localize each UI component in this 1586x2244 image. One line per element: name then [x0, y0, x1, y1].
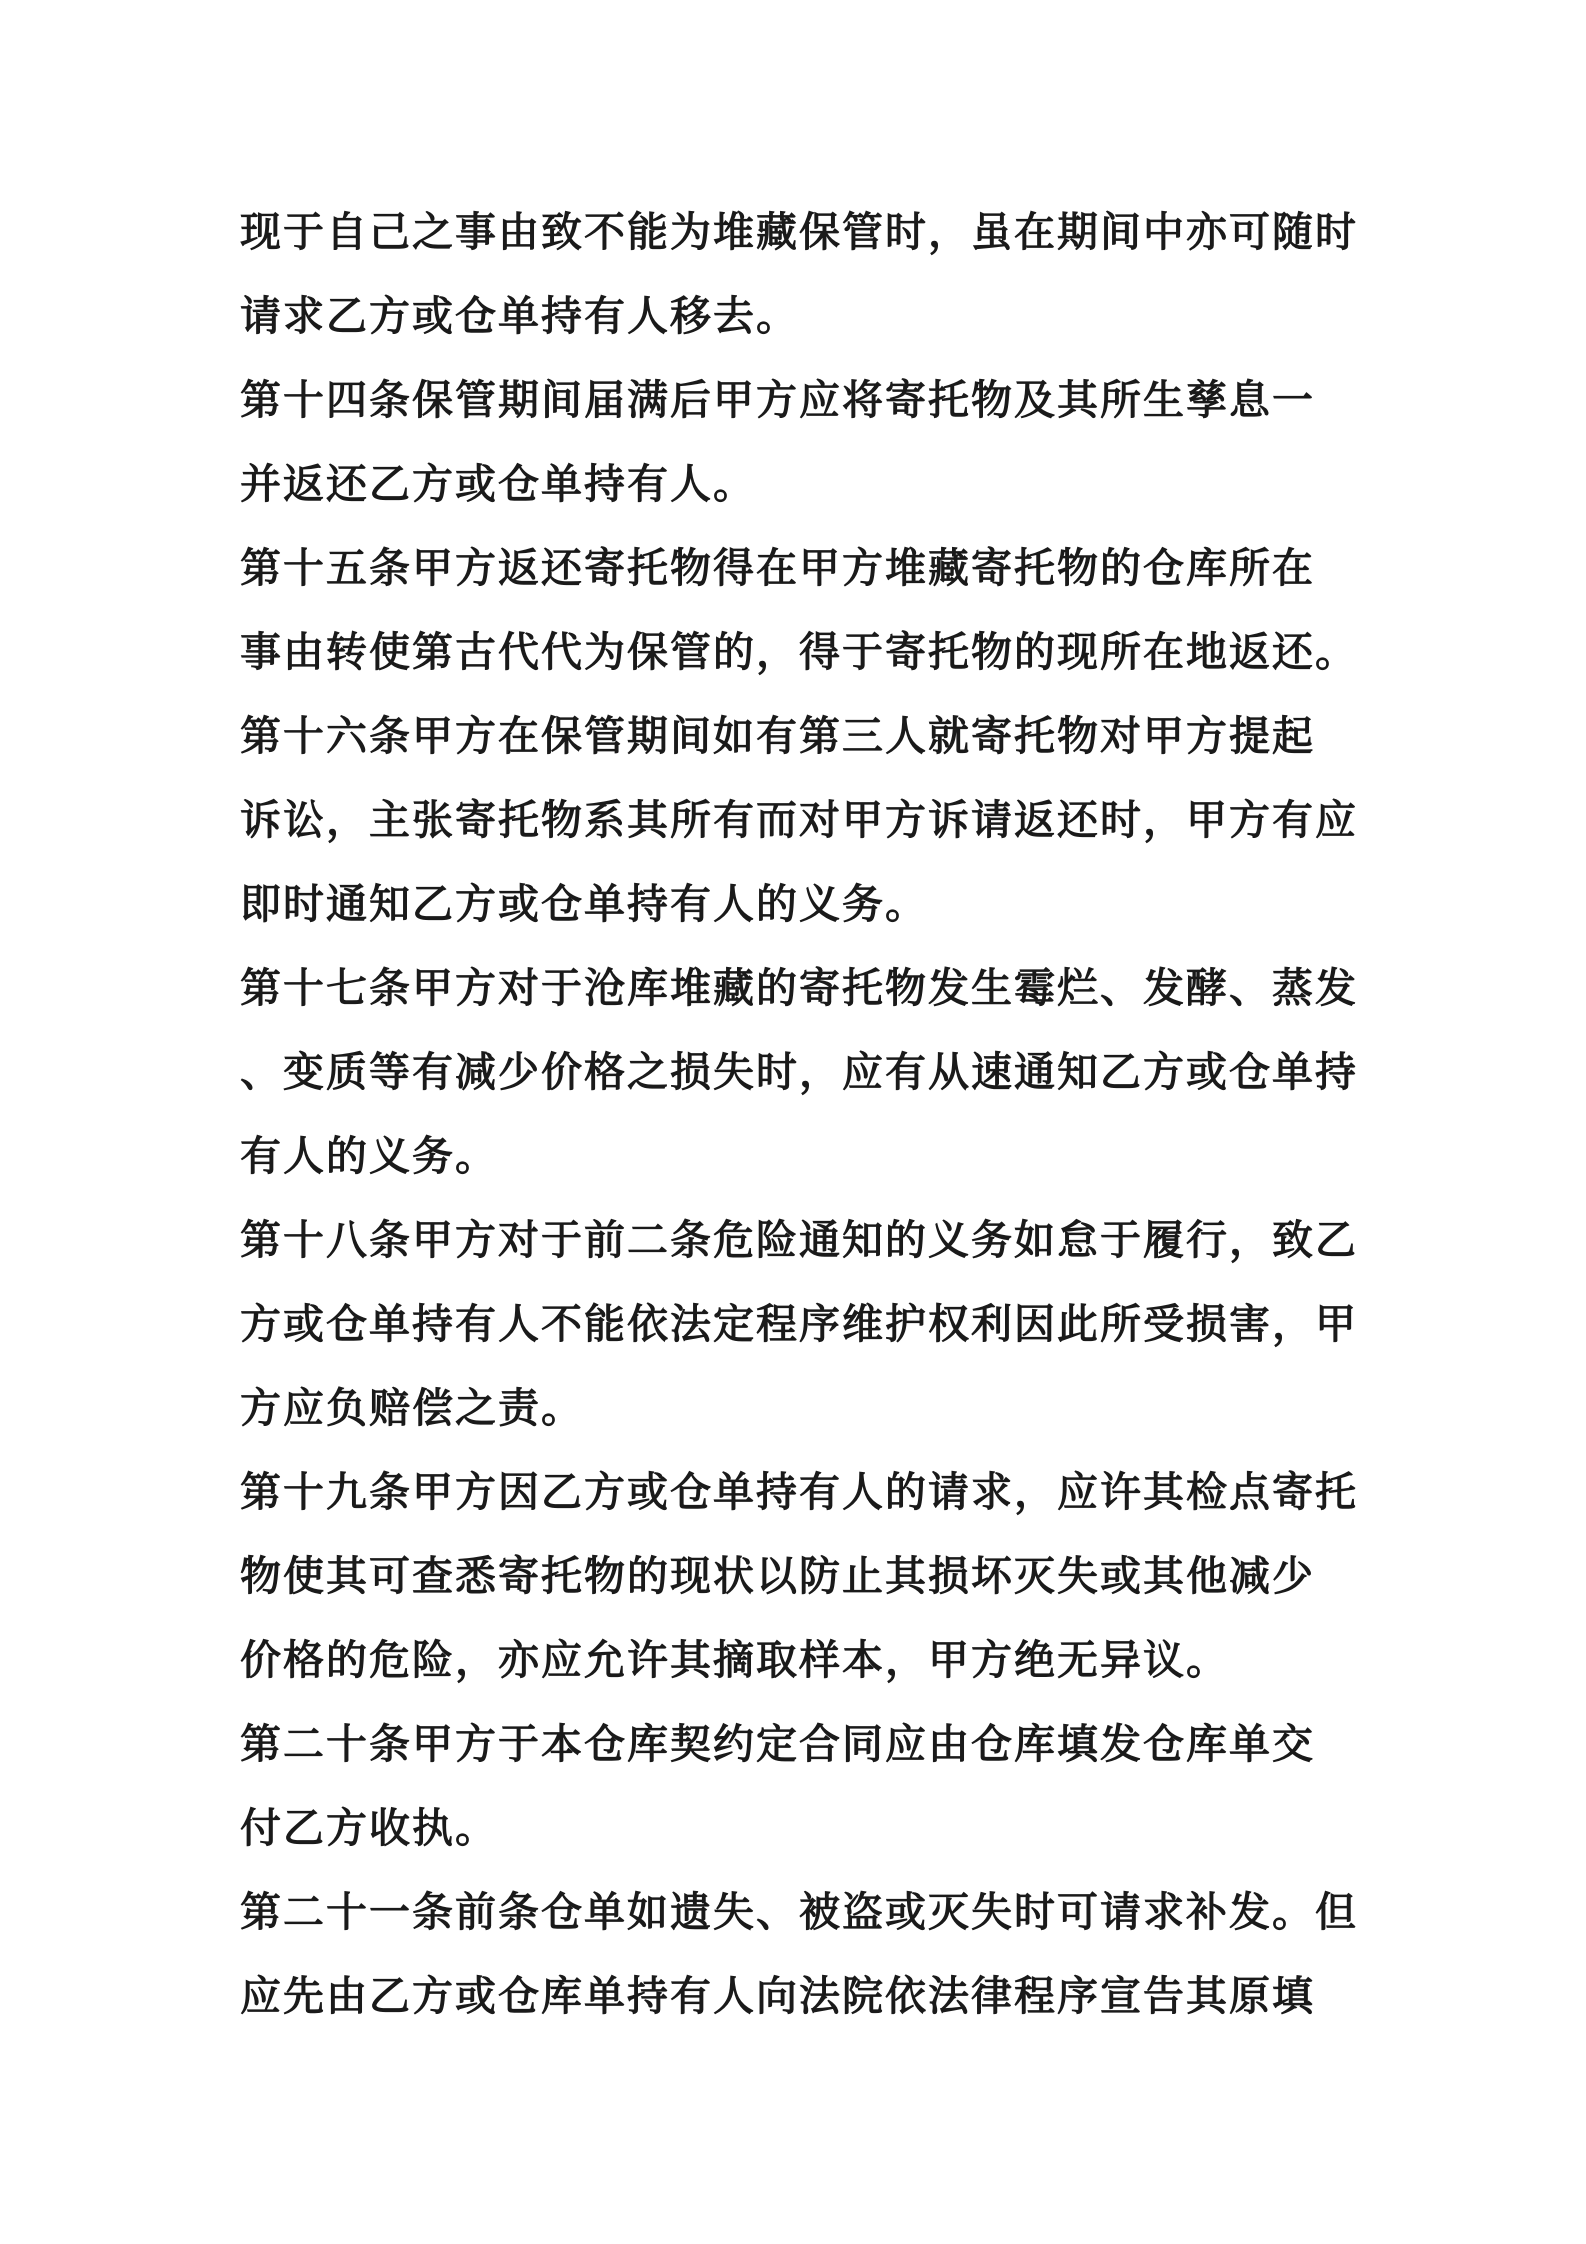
text-line: 即时通知乙方或仓单持有人的义务。 — [240, 880, 928, 928]
text-line: 、变质等有减少价格之损失时，应有从速通知乙方或仓单持 — [240, 1048, 1358, 1096]
text-line: 第十四条保管期间届满后甲方应将寄托物及其所生孳息一 — [240, 376, 1315, 424]
document-body — [240, 190, 1360, 2038]
text-line: 应先由乙方或仓库单持有人向法院依法律程序宣告其原填 — [240, 1972, 1315, 2020]
text-line: 并返还乙方或仓单持有人。 — [240, 460, 756, 508]
text-line: 物使其可查悉寄托物的现状以防止其损坏灭失或其他减少 — [240, 1552, 1315, 1600]
text-line: 第十五条甲方返还寄托物得在甲方堆藏寄托物的仓库所在 — [240, 544, 1315, 592]
text-line: 方应负赔偿之责。 — [240, 1384, 584, 1432]
text-line: 第十六条甲方在保管期间如有第三人就寄托物对甲方提起 — [240, 712, 1315, 760]
text-line: 事由转使第古代代为保管的，得于寄托物的现所在地返还。 — [240, 628, 1358, 676]
text-line: 请求乙方或仓单持有人移去。 — [240, 292, 799, 340]
text-line: 第十八条甲方对于前二条危险通知的义务如怠于履行，致乙 — [240, 1216, 1358, 1264]
text-line: 价格的危险，亦应允许其摘取样本，甲方绝无异议。 — [240, 1636, 1229, 1684]
text-line: 第二十一条前条仓单如遗失、被盗或灭失时可请求补发。但 — [240, 1888, 1358, 1936]
text-line: 方或仓单持有人不能依法定程序维护权利因此所受损害，甲 — [240, 1300, 1358, 1348]
text-line: 第十七条甲方对于沧库堆藏的寄托物发生霉烂、发酵、蒸发 — [240, 964, 1358, 1012]
text-line: 诉讼，主张寄托物系其所有而对甲方诉请返还时，甲方有应 — [240, 796, 1358, 844]
text-line: 现于自己之事由致不能为堆藏保管时，虽在期间中亦可随时 — [240, 208, 1358, 256]
text-line: 有人的义务。 — [240, 1132, 498, 1180]
text-line: 付乙方收执。 — [240, 1804, 498, 1852]
text-line: 第十九条甲方因乙方或仓单持有人的请求，应许其检点寄托 — [240, 1468, 1358, 1516]
text-line: 第二十条甲方于本仓库契约定合同应由仓库填发仓库单交 — [240, 1720, 1315, 1768]
